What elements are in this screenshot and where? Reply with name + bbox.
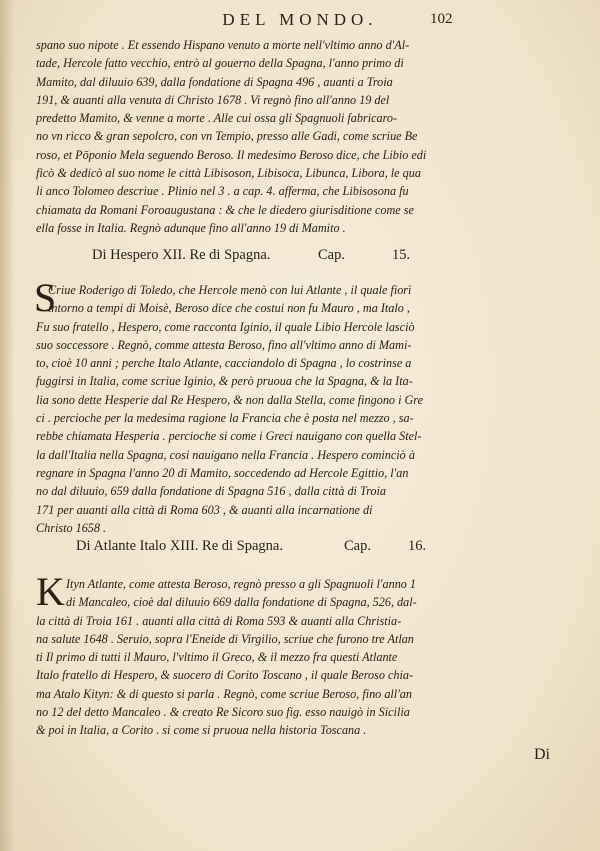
text-line: intorno a tempi di Moisè, Beroso dice che costui non fu Mauro , ma Italo , xyxy=(48,301,410,316)
text-line: no dal diluuio, 659 dalla fondatione di Spagna 516 , dalla città di Troia xyxy=(36,484,386,499)
drop-cap-s: S xyxy=(34,275,57,320)
text-line: fuggirsi in Italia, come scriue Iginio, & però pruoua che la Spagna, & la Ita- xyxy=(36,374,413,389)
page-number: 102 xyxy=(430,11,453,27)
text-line: & poi in Italia, a Corito . si come si pruoua nella historia Toscana . xyxy=(36,723,367,738)
text-line: Ityn Atlante, come attesta Beroso, regnò presso a gli Spagnuoli l'anno 1 xyxy=(66,577,417,591)
text-line: 191, & auanti alla venuta di Christo 1678 . Vi regnò fino all'anno 19 del xyxy=(36,92,390,107)
chapter-number: 16. xyxy=(408,538,427,554)
text-line: lia sono dette Hesperie dal Re Hespero, & non dalla Stella, come fingono i Gre xyxy=(36,392,423,407)
text-block-continued xyxy=(36,36,566,237)
text-line: spano suo nipote . Et essendo Hispano venuto a morte nell'vltimo anno d'Al- xyxy=(36,38,410,52)
text-line: suo soccessore . Regnò, comme attesta Beroso, fino all'vltimo anno di Mami- xyxy=(36,337,412,352)
text-block-hespero xyxy=(36,281,566,537)
text-line: Christo 1658 . xyxy=(36,520,107,535)
text-line: la città di Troia 161 . auanti alla città di Roma 593 & auanti alla Christia- xyxy=(36,613,402,628)
text-line: li anco Tolomeo descriue . Plinio nel 3 . a cap. 4. afferma, che Libisosona fu xyxy=(36,184,409,199)
text-line: Mamito, dal diluuio 639, dalla fondatione di Spagna 496 , auanti a Troia xyxy=(36,74,393,89)
text-line: 171 per auanti alla città di Roma 603 , & auanti alla incarnatione di xyxy=(36,502,373,517)
text-line: di Mancaleo, cioè dal diluuio 669 dalla fondatione di Spagna, 526, dal- xyxy=(66,595,417,610)
chapter-heading-16 xyxy=(0,538,600,560)
text-line: ti Il primo di tutti il Mauro, l'vltimo il Greco, & il mezzo fra questi Atlante xyxy=(36,650,398,665)
text-block-atlante xyxy=(36,575,566,740)
text-line: ella fosse in Italia. Regnò adunque fino all'anno 19 di Mamito . xyxy=(36,220,346,235)
text-line: ficò & dedicò al suo nome le città Libisoson, Libisoca, Libunca, Libora, le qua xyxy=(36,166,421,181)
chapter-cap-label: Cap. xyxy=(318,247,345,263)
text-line: Fu suo fratello , Hespero, come racconta Iginio, il quale Libio Hercole lasciò xyxy=(36,319,415,334)
text-line: la dall'Italia nella Spagna, cosi nauigano nella Francia . Hespero cominciò à xyxy=(36,447,415,462)
chapter-title: Di Hespero XII. Re di Spagna. xyxy=(92,247,271,263)
text-line: Criue Roderigo di Toledo, che Hercole menò con lui Atlante , il quale fiorì xyxy=(48,283,412,297)
text-line: ma Atalo Kityn: & di questo si parla . Regnò, come scriue Beroso, fino all'an xyxy=(36,686,412,701)
chapter-number: 15. xyxy=(392,247,411,263)
page-header xyxy=(0,8,600,36)
text-line: roso, et Pōponio Mela seguendo Beroso. Il medesimo Beroso dice, che Libio edi xyxy=(36,147,427,162)
drop-cap-k: K xyxy=(36,569,65,614)
text-line: no vn ricco & gran sepolcro, con vn Tempio, presso alle Gadi, come scriue Be xyxy=(36,129,418,144)
running-title: DEL MONDO. xyxy=(222,10,378,29)
text-line: to, cioè 10 anni ; perche Italo Atlante, cacciandolo di Spagna , lo costrinse a xyxy=(36,356,412,371)
chapter-cap-label: Cap. xyxy=(344,538,371,554)
text-line: chiamata da Romani Foroaugustana : & che le diedero giurisditione come se xyxy=(36,202,414,217)
text-line: Italo fratello di Hespero, & suocero di Corito Toscano , il quale Beroso chia- xyxy=(36,668,414,683)
page-gutter-shadow xyxy=(0,0,14,851)
text-line: no 12 del detto Mancaleo . & creato Re Sicoro suo fig. esso nauigò in Sicilia xyxy=(36,705,410,720)
chapter-title: Di Atlante Italo XIII. Re di Spagna. xyxy=(76,538,283,554)
catchword: Di xyxy=(534,746,550,763)
text-line: tade, Hercole fatto vecchio, entrò al gouerno della Spagna, l'anno primo di xyxy=(36,56,404,71)
text-line: ci . percioche per la medesima ragione la Francia che è posta nel mezzo , sa- xyxy=(36,411,414,426)
text-line: na salute 1648 . Seruio, sopra l'Eneide di Virgilio, scriue che furono tre Atlan xyxy=(36,631,414,646)
text-line: predetto Mamito, & venne a morte . Alle cui ossa gli Spagnuoli fabricaro- xyxy=(36,111,398,126)
text-line: regnare in Spagna l'anno 20 di Mamito, soccedendo ad Hercole Egittio, l'an xyxy=(36,465,409,480)
text-line: rebbe chiamata Hesperia . percioche si come i Greci nauigano con quella Stel- xyxy=(36,429,422,444)
chapter-heading-15 xyxy=(0,247,600,269)
